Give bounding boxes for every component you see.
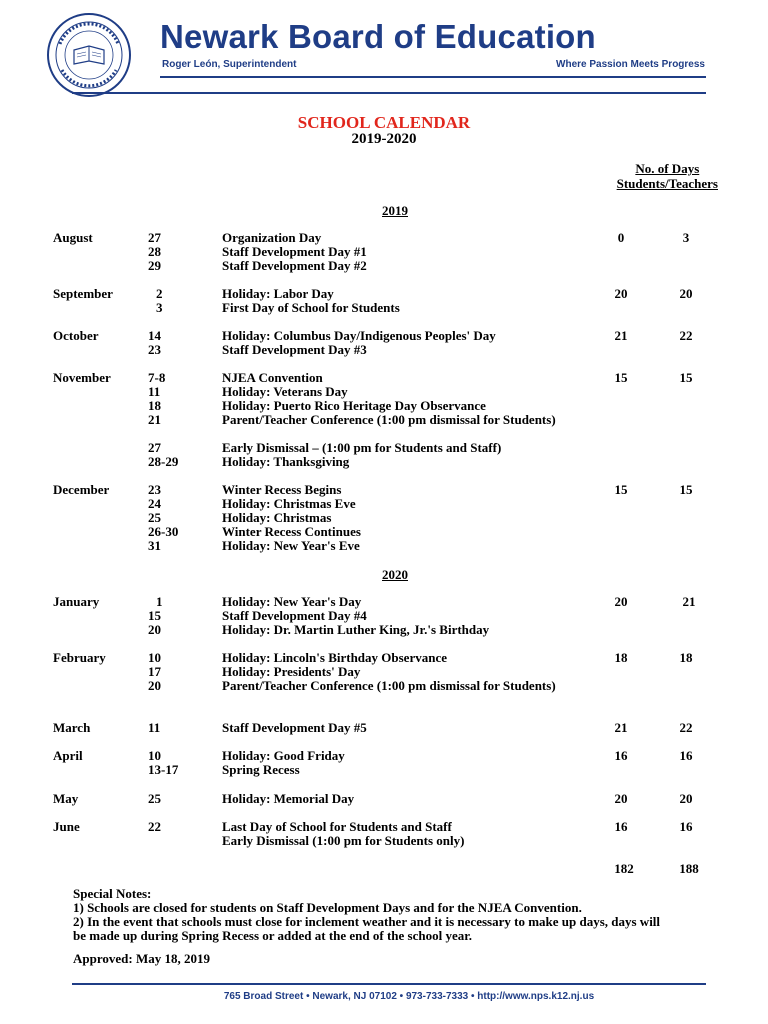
header-rule xyxy=(160,76,706,78)
special-notes xyxy=(73,887,673,943)
student-days: 20 xyxy=(614,791,628,806)
event-text: Winter Recess Begins xyxy=(222,482,342,497)
event-date: 31 xyxy=(148,538,161,553)
student-days: 18 xyxy=(614,650,628,665)
year-heading-2019: 2019 xyxy=(382,203,408,218)
event-date: 14 xyxy=(148,328,161,343)
event-date: 2 xyxy=(156,286,163,301)
footer-address: 765 Broad Street • Newark, NJ 07102 • 973-733-7333 • http://www.nps.k12.nj.us xyxy=(223,991,595,1002)
days-column-header xyxy=(617,161,718,191)
teacher-days: 22 xyxy=(679,720,693,735)
days-header-line1: No. of Days xyxy=(635,161,700,176)
event-text: Parent/Teacher Conference (1:00 pm dismissal for Students) xyxy=(222,412,556,427)
total-teacher-days: 188 xyxy=(679,861,699,876)
event-text: Holiday: Christmas Eve xyxy=(222,496,356,511)
superintendent-line: Roger León, Superintendent xyxy=(162,59,297,70)
event-date: 25 xyxy=(148,510,161,525)
month-label: May xyxy=(53,791,79,806)
event-text: Early Dismissal – (1:00 pm for Students and Staff) xyxy=(222,440,502,455)
teacher-days: 3 xyxy=(682,230,690,245)
event-text: Holiday: New Year's Eve xyxy=(222,538,360,553)
event-text: Staff Development Day #1 xyxy=(222,244,367,259)
top-divider xyxy=(72,92,706,94)
note-item: 1) Schools are closed for students on Staff Development Days and for the NJEA Convention. xyxy=(73,900,582,915)
month-label: April xyxy=(53,748,83,763)
event-date: 29 xyxy=(148,258,161,273)
teacher-days: 15 xyxy=(679,482,693,497)
event-date: 28-29 xyxy=(148,454,179,469)
month-label: August xyxy=(53,230,93,245)
student-days: 15 xyxy=(614,482,628,497)
event-text: Last Day of School for Students and Staff xyxy=(222,819,452,834)
total-student-days: 182 xyxy=(614,861,634,876)
student-days: 20 xyxy=(614,286,628,301)
month-label: December xyxy=(53,482,110,497)
event-date: 10 xyxy=(148,748,161,763)
event-text: Holiday: Columbus Day/Indigenous Peoples' Day xyxy=(222,328,496,343)
event-date: 20 xyxy=(148,678,161,693)
event-text: Holiday: Thanksgiving xyxy=(222,454,350,469)
month-label: September xyxy=(53,286,113,301)
month-label: November xyxy=(53,370,111,385)
teacher-days: 16 xyxy=(679,819,693,834)
teacher-days: 20 xyxy=(679,791,693,806)
event-date: 13-17 xyxy=(148,762,179,777)
event-text: First Day of School for Students xyxy=(222,300,400,315)
event-date: 20 xyxy=(148,622,161,637)
event-date: 26-30 xyxy=(148,524,179,539)
days-header-line2: Students/Teachers xyxy=(616,176,718,191)
student-days: 16 xyxy=(614,748,628,763)
event-text: Holiday: Puerto Rico Heritage Day Observance xyxy=(222,398,486,413)
event-date: 10 xyxy=(148,650,161,665)
event-date: 25 xyxy=(148,791,161,806)
teacher-days: 15 xyxy=(679,370,693,385)
teacher-days: 18 xyxy=(679,650,693,665)
student-days: 20 xyxy=(614,594,628,609)
event-date: 7-8 xyxy=(148,370,166,385)
note-item: 2) In the event that schools must close for inclement weather and it is necessary to make up days, days will be made up during Spring Recess or added at the end of the school year. xyxy=(73,914,661,943)
tagline: Where Passion Meets Progress xyxy=(556,59,705,70)
event-text: Staff Development Day #4 xyxy=(222,608,367,623)
event-text: Holiday: Veterans Day xyxy=(222,384,348,399)
event-text: Staff Development Day #3 xyxy=(222,342,367,357)
event-text: Organization Day xyxy=(222,230,322,245)
event-text: Holiday: Good Friday xyxy=(222,748,345,763)
month-label: January xyxy=(53,594,100,609)
event-date: 22 xyxy=(148,819,161,834)
event-date: 11 xyxy=(148,384,161,399)
event-text: Holiday: Presidents' Day xyxy=(222,664,361,679)
event-date: 21 xyxy=(148,412,161,427)
approved-date: Approved: May 18, 2019 xyxy=(73,951,210,966)
student-days: 16 xyxy=(614,819,628,834)
month-label: October xyxy=(53,328,99,343)
event-text: Staff Development Day #5 xyxy=(222,720,367,735)
org-name: Newark Board of Education xyxy=(160,18,596,55)
event-date: 24 xyxy=(148,496,161,511)
event-text: Spring Recess xyxy=(222,762,300,777)
event-text: Holiday: Lincoln's Birthday Observance xyxy=(222,650,447,665)
notes-heading: Special Notes: xyxy=(73,886,152,901)
event-date: 11 xyxy=(148,720,161,735)
month-label: February xyxy=(53,650,106,665)
month-label: June xyxy=(53,819,80,834)
event-text: Winter Recess Continues xyxy=(222,524,361,539)
event-date: 18 xyxy=(148,398,161,413)
event-date: 28 xyxy=(148,244,161,259)
teacher-days: 20 xyxy=(679,286,693,301)
student-days: 15 xyxy=(614,370,628,385)
event-text: Staff Development Day #2 xyxy=(222,258,367,273)
teacher-days: 16 xyxy=(679,748,693,763)
student-days: 21 xyxy=(614,720,628,735)
event-text: Early Dismissal (1:00 pm for Students only) xyxy=(222,833,465,848)
event-date: 3 xyxy=(156,300,163,315)
event-date: 27 xyxy=(148,230,161,245)
event-text: Holiday: Christmas xyxy=(222,510,332,525)
calendar-title: SCHOOL CALENDAR xyxy=(297,113,471,132)
event-text: Holiday: New Year's Day xyxy=(222,594,362,609)
seal-logo xyxy=(46,12,132,98)
event-date: 15 xyxy=(148,608,161,623)
student-days: 21 xyxy=(614,328,628,343)
event-date: 1 xyxy=(156,594,163,609)
event-text: Holiday: Labor Day xyxy=(222,286,334,301)
event-text: NJEA Convention xyxy=(222,370,323,385)
student-days: 0 xyxy=(617,230,625,245)
event-text: Holiday: Dr. Martin Luther King, Jr.'s Birthday xyxy=(222,622,490,637)
footer-divider xyxy=(72,983,706,985)
month-label: March xyxy=(53,720,91,735)
teacher-days: 21 xyxy=(682,594,696,609)
event-date: 23 xyxy=(148,342,161,357)
year-heading-2020: 2020 xyxy=(382,567,408,582)
event-text: Parent/Teacher Conference (1:00 pm dismissal for Students) xyxy=(222,678,556,693)
teacher-days: 22 xyxy=(679,328,693,343)
letterhead xyxy=(0,0,768,100)
event-date: 17 xyxy=(148,664,161,679)
event-date: 23 xyxy=(148,482,161,497)
event-date: 27 xyxy=(148,440,161,455)
school-year: 2019-2020 xyxy=(351,131,417,147)
event-text: Holiday: Memorial Day xyxy=(222,791,355,806)
